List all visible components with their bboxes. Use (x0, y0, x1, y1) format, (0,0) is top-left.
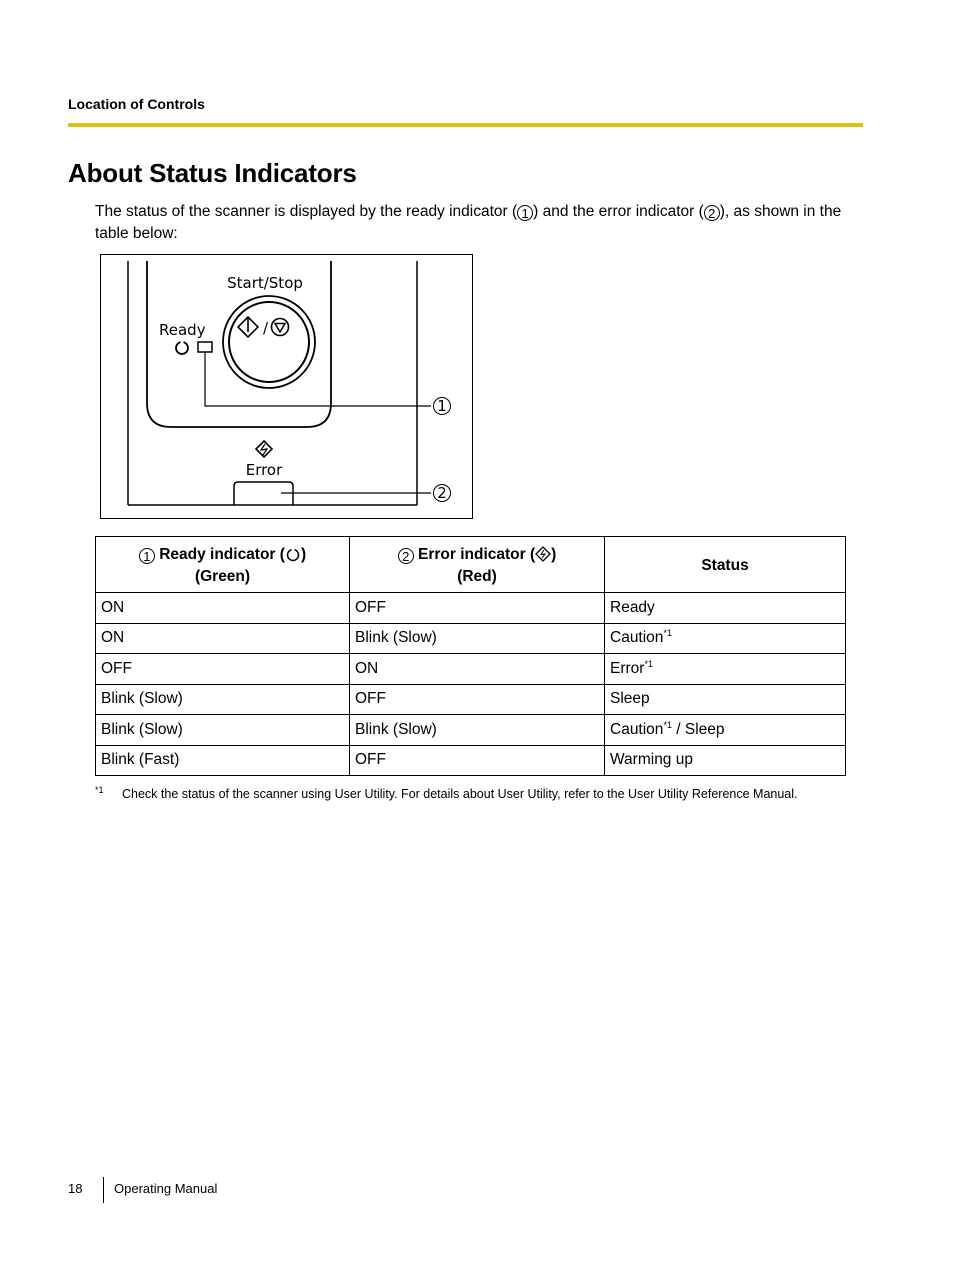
page-title: About Status Indicators (68, 158, 357, 188)
error-diamond-icon (535, 546, 551, 562)
cell-status (605, 654, 846, 685)
ready-label: Ready (159, 321, 206, 339)
cell-ready: ON (96, 593, 350, 624)
start-stop-button (229, 302, 309, 382)
footer-divider (103, 1177, 104, 1203)
header-ready-indicator (96, 537, 350, 593)
table-row (96, 593, 846, 624)
start-stop-button-outer-ring (223, 296, 315, 388)
error-label: Error (245, 461, 283, 479)
cell-error: ON (350, 654, 605, 685)
cell-status (605, 623, 846, 654)
footnote-ref: *1 (663, 628, 672, 639)
cell-ready: Blink (Slow) (96, 715, 350, 746)
header-status: Status (605, 537, 846, 593)
header-error-text: Error indicator ( (418, 545, 536, 563)
status-text: Caution (610, 720, 664, 738)
footnote-ref: *1 (644, 658, 653, 669)
footer-manual-title: Operating Manual (114, 1181, 218, 1196)
header-error-text-end: ) (551, 545, 557, 563)
cell-error: OFF (350, 745, 605, 776)
slash-separator: / (263, 319, 269, 337)
footnote-mark: *1 (95, 785, 104, 795)
header-rule (68, 123, 863, 127)
footnote-ref: *1 (663, 719, 672, 730)
table-row (96, 623, 846, 654)
callout-line-1 (205, 352, 431, 406)
ready-indicator-lamp (198, 342, 212, 352)
circled-number-1: 1 (517, 205, 533, 221)
ready-circle-icon (285, 546, 301, 562)
status-suffix: / Sleep (671, 720, 725, 738)
intro-paragraph (95, 201, 870, 245)
page-number: 18 (68, 1181, 83, 1196)
circled-number-1: 1 (139, 548, 155, 564)
header-error-indicator (350, 537, 605, 593)
start-icon (238, 317, 258, 337)
circled-number-2: 2 (704, 205, 720, 221)
status-text: Ready (610, 598, 655, 616)
cell-status (605, 715, 846, 746)
circled-number-2: 2 (398, 548, 414, 564)
table-row (96, 654, 846, 685)
cell-error: OFF (350, 684, 605, 715)
stop-icon (272, 319, 289, 336)
table-row (96, 684, 846, 715)
header-ready-text: Ready indicator ( (159, 545, 285, 563)
cell-error: OFF (350, 593, 605, 624)
intro-text-1: The status of the scanner is displayed by the ready indicator ( (95, 203, 518, 220)
cell-error: Blink (Slow) (350, 715, 605, 746)
status-text: Error (610, 659, 645, 677)
status-indicator-table (95, 536, 846, 776)
header-ready-text-end: ) (300, 545, 307, 563)
ready-circle-icon (176, 340, 188, 354)
status-text: Warming up (610, 751, 693, 769)
cell-status (605, 684, 846, 715)
callout-number-2: 2 (437, 484, 447, 502)
cell-ready: OFF (96, 654, 350, 685)
start-stop-label: Start/Stop (227, 274, 303, 292)
status-text: Caution (610, 629, 664, 647)
footnote-text: Check the status of the scanner using User Utility. For details about User Utility, refer to the User Utility Reference Manual. (122, 787, 798, 801)
callout-number-1: 1 (437, 397, 447, 415)
cell-ready: ON (96, 623, 350, 654)
cell-status (605, 745, 846, 776)
header-error-color: (Red) (457, 567, 497, 585)
section-header: Location of Controls (68, 96, 205, 112)
cell-ready: Blink (Fast) (96, 745, 350, 776)
table-header-row (96, 537, 846, 593)
control-panel-figure (100, 254, 473, 519)
status-text: Sleep (610, 690, 650, 708)
cell-status (605, 593, 846, 624)
error-diamond-icon (256, 441, 272, 457)
cell-error: Blink (Slow) (350, 623, 605, 654)
intro-text-3: ), as shown in the table below: (95, 203, 842, 242)
cell-ready: Blink (Slow) (96, 684, 350, 715)
table-row (96, 745, 846, 776)
header-ready-color: (Green) (194, 567, 251, 585)
intro-text-2: ) and the error indicator ( (533, 203, 704, 220)
table-row (96, 715, 846, 746)
control-panel-illustration (101, 255, 474, 520)
